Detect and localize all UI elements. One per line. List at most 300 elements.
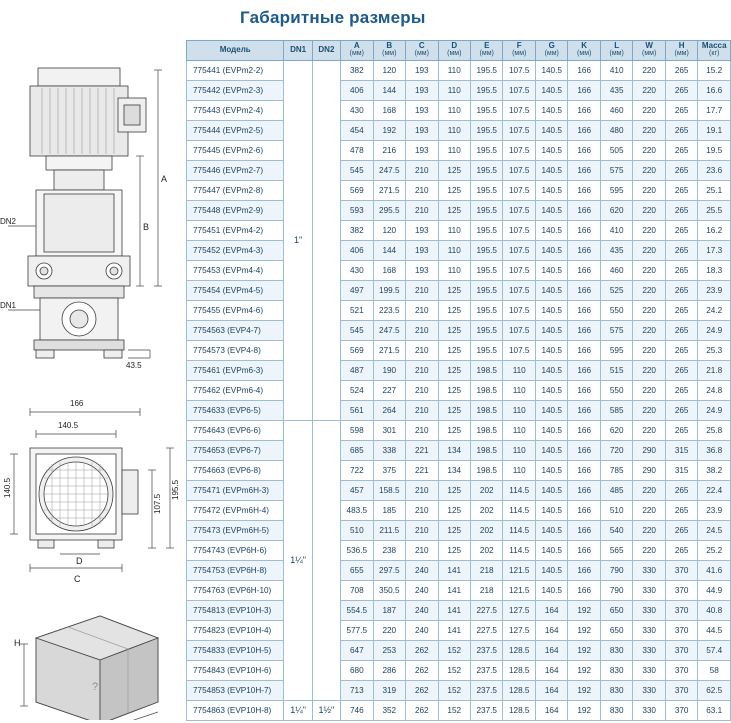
cell-value: 125 (438, 300, 470, 320)
cell-value: 497 (341, 280, 373, 300)
cell-value: 210 (406, 360, 438, 380)
cell-value: 140.5 (535, 380, 567, 400)
cell-value: 202 (471, 540, 503, 560)
cell-value: 107.5 (503, 340, 535, 360)
cell-value: 370 (665, 600, 697, 620)
cell-value: 25.5 (698, 200, 731, 220)
cell-value: 24.5 (698, 520, 731, 540)
cell-value: 220 (633, 240, 665, 260)
cell-value: 125 (438, 500, 470, 520)
cell-value: 164 (535, 600, 567, 620)
cell-value: 166 (568, 580, 600, 600)
cell-value: 569 (341, 340, 373, 360)
cell-value: 301 (373, 420, 405, 440)
table-row (187, 700, 731, 720)
cell-model: 775443 (EVPm2-4) (187, 100, 284, 120)
cell-model: 775461 (EVPm6-3) (187, 360, 284, 380)
cell-value: 210 (406, 500, 438, 520)
cell-value: 210 (406, 300, 438, 320)
cell-value: 220 (633, 200, 665, 220)
cell-value: 141 (438, 580, 470, 600)
cell-value: 166 (568, 140, 600, 160)
label-140-5-left: 140.5 (3, 477, 12, 498)
cell-value: 202 (471, 480, 503, 500)
cell-value: 210 (406, 280, 438, 300)
table-body (187, 60, 731, 720)
cell-value: 107.5 (503, 220, 535, 240)
cell-value: 140.5 (535, 520, 567, 540)
cell-value: 110 (438, 120, 470, 140)
cell-value: 134 (438, 460, 470, 480)
cell-value: 265 (665, 180, 697, 200)
cell-value: 140.5 (535, 500, 567, 520)
cell-model: 775471 (EVPm6H-3) (187, 480, 284, 500)
cell-value: 140.5 (535, 280, 567, 300)
cell-model: 775441 (EVPm2-2) (187, 60, 284, 80)
cell-value: 187 (373, 600, 405, 620)
cell-model: 7754833 (EVP10H-5) (187, 640, 284, 660)
cell-value: 164 (535, 620, 567, 640)
cell-dn1: 1" (284, 60, 312, 420)
cell-value: 561 (341, 400, 373, 420)
cell-value: 265 (665, 420, 697, 440)
cell-value: 237.5 (471, 660, 503, 680)
cell-value: 140.5 (535, 60, 567, 80)
cell-value: 218 (471, 580, 503, 600)
cell-value: 25.3 (698, 340, 731, 360)
cell-value: 722 (341, 460, 373, 480)
cell-value: 25.2 (698, 540, 731, 560)
cell-value: 192 (568, 620, 600, 640)
th-e: E (мм) (471, 41, 503, 61)
cell-value: 190 (373, 360, 405, 380)
cell-value: 166 (568, 500, 600, 520)
cell-value: 550 (600, 300, 632, 320)
cell-value: 198.5 (471, 420, 503, 440)
table-row (187, 200, 731, 220)
cell-value: 382 (341, 220, 373, 240)
cell-value: 370 (665, 560, 697, 580)
cell-value: 460 (600, 260, 632, 280)
table-row (187, 80, 731, 100)
cell-value: 128.5 (503, 680, 535, 700)
cell-value: 265 (665, 260, 697, 280)
cell-value: 166 (568, 160, 600, 180)
cell-value: 44.9 (698, 580, 731, 600)
cell-value: 315 (665, 460, 697, 480)
cell-value: 166 (568, 180, 600, 200)
cell-value: 38.2 (698, 460, 731, 480)
cell-value: 253 (373, 640, 405, 660)
dimensions-table (186, 40, 731, 721)
cell-value: 290 (633, 460, 665, 480)
cell-value: 210 (406, 540, 438, 560)
table-row (187, 260, 731, 280)
cell-value: 166 (568, 520, 600, 540)
cell-value: 525 (600, 280, 632, 300)
cell-value: 370 (665, 620, 697, 640)
cell-value: 140.5 (535, 560, 567, 580)
cell-value: 198.5 (471, 460, 503, 480)
cell-value: 577.5 (341, 620, 373, 640)
cell-value: 166 (568, 340, 600, 360)
cell-value: 107.5 (503, 320, 535, 340)
cell-model: 775452 (EVPm4-3) (187, 240, 284, 260)
cell-value: 107.5 (503, 80, 535, 100)
cell-value: 198.5 (471, 360, 503, 380)
table-row (187, 400, 731, 420)
cell-value: 125 (438, 420, 470, 440)
cell-model: 7754643 (EVP6-6) (187, 420, 284, 440)
cell-value: 140.5 (535, 140, 567, 160)
cell-value: 24.2 (698, 300, 731, 320)
cell-value: 114.5 (503, 500, 535, 520)
cell-value: 41.6 (698, 560, 731, 580)
cell-value: 220 (633, 140, 665, 160)
cell-value: 265 (665, 320, 697, 340)
cell-value: 140.5 (535, 300, 567, 320)
cell-value: 166 (568, 320, 600, 340)
cell-value: 680 (341, 660, 373, 680)
cell-value: 262 (406, 700, 438, 720)
cell-model: 775454 (EVPm4-5) (187, 280, 284, 300)
cell-value: 19.1 (698, 120, 731, 140)
label-107-5: 107.5 (153, 493, 162, 514)
cell-value: 265 (665, 520, 697, 540)
cell-value: 110 (438, 140, 470, 160)
cell-value: 107.5 (503, 180, 535, 200)
cell-value: 220 (633, 480, 665, 500)
th-l: L (мм) (600, 41, 632, 61)
table-row (187, 500, 731, 520)
cell-value: 193 (406, 80, 438, 100)
label-140-5-top: 140.5 (58, 421, 79, 430)
cell-value: 370 (665, 700, 697, 720)
cell-value: 128.5 (503, 700, 535, 720)
cell-value: 330 (633, 580, 665, 600)
cell-value: 164 (535, 660, 567, 680)
cell-value: 650 (600, 620, 632, 640)
cell-value: 193 (406, 140, 438, 160)
cell-value: 25.8 (698, 420, 731, 440)
cell-value: 198.5 (471, 440, 503, 460)
cell-value: 166 (568, 300, 600, 320)
cell-value: 199.5 (373, 280, 405, 300)
cell-value: 120 (373, 220, 405, 240)
cell-value: 166 (568, 360, 600, 380)
cell-value: 185 (373, 500, 405, 520)
cell-value: 114.5 (503, 480, 535, 500)
cell-value: 193 (406, 260, 438, 280)
cell-value: 195.5 (471, 260, 503, 280)
cell-value: 127.5 (503, 600, 535, 620)
cell-model: 7754753 (EVP6H-8) (187, 560, 284, 580)
cell-value: 195.5 (471, 300, 503, 320)
cell-value: 192 (568, 680, 600, 700)
table-row (187, 560, 731, 580)
cell-value: 227 (373, 380, 405, 400)
cell-model: 7754813 (EVP10H-3) (187, 600, 284, 620)
cell-value: 193 (406, 240, 438, 260)
cell-value: 210 (406, 320, 438, 340)
cell-value: 36.8 (698, 440, 731, 460)
cell-value: 487 (341, 360, 373, 380)
cell-value: 166 (568, 260, 600, 280)
cell-value: 210 (406, 200, 438, 220)
cell-value: 44.5 (698, 620, 731, 640)
table-row (187, 440, 731, 460)
cell-value: 220 (633, 320, 665, 340)
cell-value: 435 (600, 80, 632, 100)
cell-value: 110 (503, 360, 535, 380)
cell-value: 192 (373, 120, 405, 140)
cell-value: 830 (600, 640, 632, 660)
cell-value: 125 (438, 280, 470, 300)
cell-value: 352 (373, 700, 405, 720)
cell-value: 125 (438, 480, 470, 500)
cell-value: 114.5 (503, 520, 535, 540)
cell-value: 166 (568, 280, 600, 300)
th-dn2: DN2 (312, 41, 340, 61)
cell-value: 125 (438, 360, 470, 380)
cell-value: 152 (438, 680, 470, 700)
cell-value: 107.5 (503, 300, 535, 320)
cell-value: 166 (568, 120, 600, 140)
th-mass: Масса (кг) (698, 41, 731, 61)
cell-value: 125 (438, 540, 470, 560)
cell-value: 193 (406, 60, 438, 80)
cell-value: 454 (341, 120, 373, 140)
cell-value: 319 (373, 680, 405, 700)
cell-value: 220 (633, 280, 665, 300)
cell-model: 7754573 (EVP4-8) (187, 340, 284, 360)
cell-value: 430 (341, 100, 373, 120)
cell-value: 144 (373, 80, 405, 100)
cell-value: 164 (535, 640, 567, 660)
cell-value: 595 (600, 180, 632, 200)
cell-value: 166 (568, 400, 600, 420)
cell-value: 140.5 (535, 180, 567, 200)
label-dn1: DN1 (0, 301, 17, 310)
cell-value: 505 (600, 140, 632, 160)
cell-value: 647 (341, 640, 373, 660)
cell-value: 830 (600, 680, 632, 700)
cell-value: 240 (406, 620, 438, 640)
cell-value: 265 (665, 500, 697, 520)
th-f: F (мм) (503, 41, 535, 61)
cell-value: 125 (438, 160, 470, 180)
th-d: D (мм) (438, 41, 470, 61)
cell-value: 265 (665, 160, 697, 180)
label-box-question: ? (92, 681, 99, 693)
cell-value: 521 (341, 300, 373, 320)
cell-value: 430 (341, 260, 373, 280)
label-43-5: 43.5 (126, 361, 142, 370)
cell-value: 134 (438, 440, 470, 460)
cell-value: 110 (438, 80, 470, 100)
cell-value: 220 (633, 120, 665, 140)
cell-value: 485 (600, 480, 632, 500)
cell-value: 330 (633, 620, 665, 640)
cell-value: 515 (600, 360, 632, 380)
cell-value: 121.5 (503, 580, 535, 600)
cell-value: 830 (600, 700, 632, 720)
cell-value: 330 (633, 560, 665, 580)
cell-value: 40.8 (698, 600, 731, 620)
cell-model: 7754653 (EVP6-7) (187, 440, 284, 460)
table-row (187, 180, 731, 200)
table-header-row (187, 41, 731, 61)
cell-value: 290 (633, 440, 665, 460)
cell-value: 166 (568, 380, 600, 400)
cell-value: 166 (568, 420, 600, 440)
th-dn1: DN1 (284, 41, 312, 61)
cell-value: 140.5 (535, 340, 567, 360)
cell-value: 107.5 (503, 200, 535, 220)
cell-value: 140.5 (535, 580, 567, 600)
cell-value: 166 (568, 220, 600, 240)
cell-value: 210 (406, 420, 438, 440)
cell-value: 406 (341, 240, 373, 260)
cell-value: 140.5 (535, 260, 567, 280)
cell-value: 713 (341, 680, 373, 700)
cell-value: 370 (665, 580, 697, 600)
cell-value: 195.5 (471, 320, 503, 340)
cell-value: 107.5 (503, 160, 535, 180)
table-row (187, 240, 731, 260)
cell-value: 271.5 (373, 340, 405, 360)
cell-value: 23.6 (698, 160, 731, 180)
cell-value: 110 (503, 420, 535, 440)
cell-value: 166 (568, 200, 600, 220)
cell-value: 265 (665, 140, 697, 160)
cell-value: 140.5 (535, 160, 567, 180)
cell-value: 195.5 (471, 60, 503, 80)
label-a: A (161, 174, 168, 184)
cell-value: 110 (503, 440, 535, 460)
cell-value: 24.8 (698, 380, 731, 400)
cell-value: 370 (665, 660, 697, 680)
cell-value: 140.5 (535, 460, 567, 480)
cell-value: 62.5 (698, 680, 731, 700)
cell-value: 125 (438, 320, 470, 340)
cell-value: 166 (568, 560, 600, 580)
cell-value: 330 (633, 640, 665, 660)
cell-value: 221 (406, 460, 438, 480)
cell-value: 168 (373, 260, 405, 280)
cell-value: 192 (568, 660, 600, 680)
cell-value: 708 (341, 580, 373, 600)
table-row (187, 540, 731, 560)
cell-value: 220 (633, 80, 665, 100)
cell-value: 330 (633, 700, 665, 720)
cell-value: 265 (665, 380, 697, 400)
cell-model: 775472 (EVPm6H-4) (187, 500, 284, 520)
cell-value: 338 (373, 440, 405, 460)
cell-value: 114.5 (503, 540, 535, 560)
cell-value: 478 (341, 140, 373, 160)
cell-value: 483.5 (341, 500, 373, 520)
cell-value: 210 (406, 380, 438, 400)
th-g: G (мм) (535, 41, 567, 61)
table-row (187, 380, 731, 400)
cell-value: 220 (373, 620, 405, 640)
cell-value: 63.1 (698, 700, 731, 720)
cell-value: 406 (341, 80, 373, 100)
cell-model: 775462 (EVPm6-4) (187, 380, 284, 400)
cell-value: 125 (438, 380, 470, 400)
cell-value: 240 (406, 560, 438, 580)
cell-value: 24.9 (698, 320, 731, 340)
table-row (187, 480, 731, 500)
cell-value: 265 (665, 300, 697, 320)
cell-value: 140.5 (535, 360, 567, 380)
cell-value: 265 (665, 120, 697, 140)
cell-value: 220 (633, 360, 665, 380)
cell-value: 195.5 (471, 120, 503, 140)
cell-value: 144 (373, 240, 405, 260)
cell-model: 775473 (EVPm6H-5) (187, 520, 284, 540)
cell-value: 220 (633, 160, 665, 180)
cell-value: 141 (438, 600, 470, 620)
cell-value: 370 (665, 640, 697, 660)
cell-value: 265 (665, 280, 697, 300)
cell-value: 330 (633, 600, 665, 620)
th-h: H (мм) (665, 41, 697, 61)
cell-value: 107.5 (503, 280, 535, 300)
th-model: Модель (187, 41, 284, 61)
cell-value: 585 (600, 400, 632, 420)
table-row (187, 60, 731, 80)
cell-value: 297.5 (373, 560, 405, 580)
cell-value: 193 (406, 100, 438, 120)
cell-model: 775451 (EVPm4-2) (187, 220, 284, 240)
cell-value: 830 (600, 660, 632, 680)
cell-value: 565 (600, 540, 632, 560)
cell-value: 237.5 (471, 680, 503, 700)
cell-model: 7754663 (EVP6-8) (187, 460, 284, 480)
cell-value: 265 (665, 240, 697, 260)
cell-value: 140.5 (535, 100, 567, 120)
dimensions-table-wrap (186, 40, 731, 721)
table-row (187, 460, 731, 480)
cell-value: 166 (568, 60, 600, 80)
cell-dn2 (312, 420, 340, 700)
cell-value: 746 (341, 700, 373, 720)
table-row (187, 340, 731, 360)
cell-value: 265 (665, 220, 697, 240)
cell-value: 198.5 (471, 400, 503, 420)
cell-value: 220 (633, 400, 665, 420)
cell-value: 330 (633, 660, 665, 680)
cell-value: 140.5 (535, 420, 567, 440)
cell-value: 350.5 (373, 580, 405, 600)
cell-value: 593 (341, 200, 373, 220)
cell-value: 238 (373, 540, 405, 560)
cell-value: 140.5 (535, 400, 567, 420)
cell-value: 790 (600, 560, 632, 580)
cell-value: 247.5 (373, 320, 405, 340)
table-row (187, 680, 731, 700)
cell-value: 166 (568, 80, 600, 100)
table-row (187, 280, 731, 300)
table-row (187, 320, 731, 340)
cell-value: 17.3 (698, 240, 731, 260)
cell-value: 330 (633, 680, 665, 700)
cell-value: 265 (665, 360, 697, 380)
cell-value: 210 (406, 160, 438, 180)
cell-value: 140.5 (535, 80, 567, 100)
